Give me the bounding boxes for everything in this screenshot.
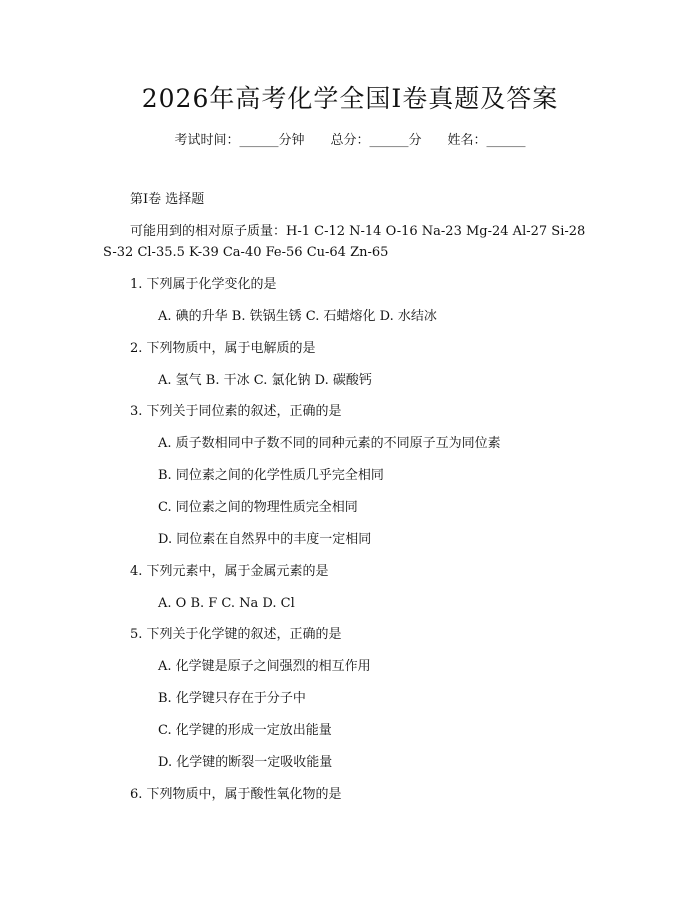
atomic-mass-line-1: 可能用到的相对原子质量：H-1 C-12 N-14 O-16 Na-23 Mg-24 Al-27 Si-28 xyxy=(130,224,586,239)
question-5-option-a: A. 化学键是原子之间强烈的相互作用 xyxy=(158,659,371,674)
question-3-option-d: D. 同位素在自然界中的丰度一定相同 xyxy=(158,532,372,547)
atomic-mass-line-2: S-32 Cl-35.5 K-39 Ca-40 Fe-56 Cu-64 Zn-65 xyxy=(103,245,389,260)
question-5-stem: 5. 下列关于化学键的叙述，正确的是 xyxy=(130,627,342,642)
question-6-stem: 6. 下列物质中，属于酸性氧化物的是 xyxy=(130,787,342,802)
question-5-option-d: D. 化学键的断裂一定吸收能量 xyxy=(158,755,333,770)
student-name-field: 姓名：______ xyxy=(447,133,526,148)
question-5-option-c: C. 化学键的形成一定放出能量 xyxy=(158,723,332,738)
question-4-stem: 4. 下列元素中，属于金属元素的是 xyxy=(130,564,329,579)
page-title: 2026年高考化学全国Ⅰ卷真题及答案 xyxy=(141,84,559,113)
question-3-option-a: A. 质子数相同中子数不同的同种元素的不同原子互为同位素 xyxy=(158,436,501,451)
question-2-stem: 2. 下列物质中，属于电解质的是 xyxy=(130,341,316,356)
question-3-option-b: B. 同位素之间的化学性质几乎完全相同 xyxy=(158,468,384,483)
question-2-options: A. 氢气 B. 干冰 C. 氯化钠 D. 碳酸钙 xyxy=(158,373,372,388)
total-score-field: 总分：______分 xyxy=(330,133,422,148)
question-1-options: A. 碘的升华 B. 铁锅生锈 C. 石蜡熔化 D. 水结冰 xyxy=(158,309,437,324)
question-4-options: A. O B. F C. Na D. Cl xyxy=(158,596,295,611)
exam-time-field: 考试时间：______分钟 xyxy=(174,133,305,148)
question-3-option-c: C. 同位素之间的物理性质完全相同 xyxy=(158,500,358,515)
section-heading: 第Ⅰ卷 选择题 xyxy=(130,192,205,207)
question-1-stem: 1. 下列属于化学变化的是 xyxy=(130,277,277,292)
question-3-stem: 3. 下列关于同位素的叙述，正确的是 xyxy=(130,404,342,419)
exam-info-line xyxy=(0,131,700,151)
question-5-option-b: B. 化学键只存在于分子中 xyxy=(158,691,306,706)
